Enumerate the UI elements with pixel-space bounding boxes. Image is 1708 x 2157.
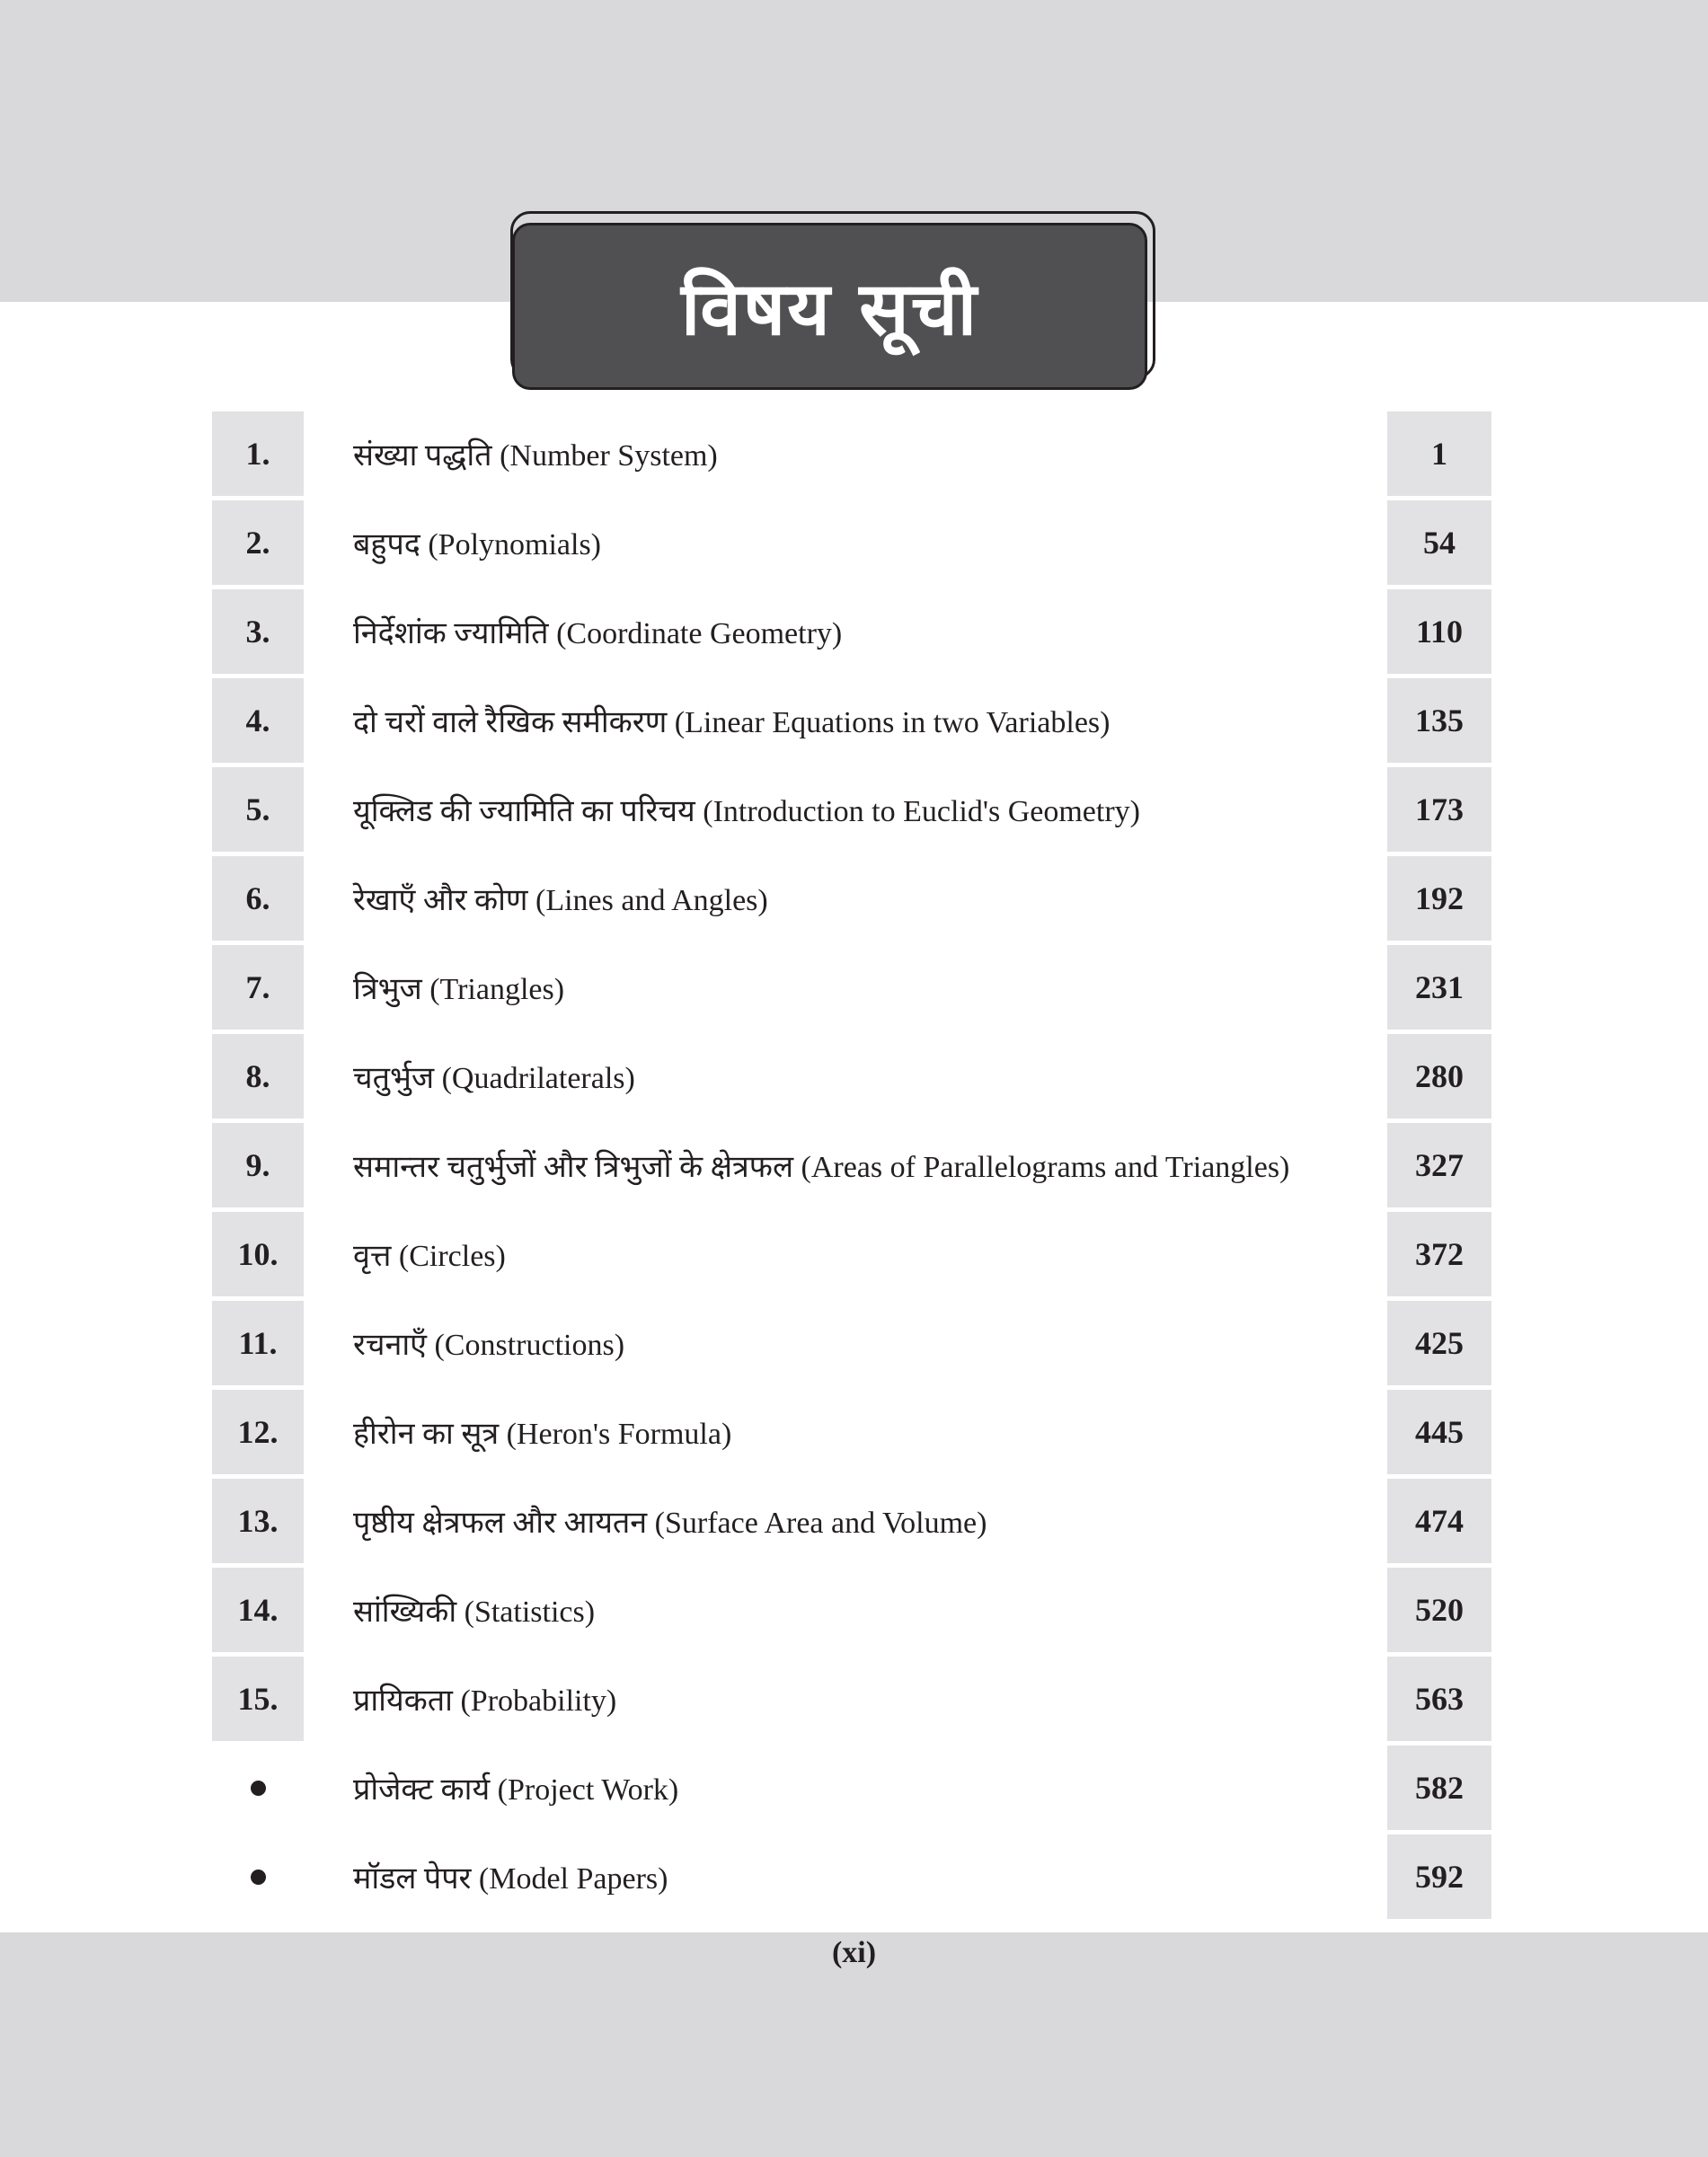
page-number: 520	[1387, 1568, 1491, 1652]
chapter-title: यूक्लिड की ज्यामिति का परिचय (Introduction to Euclid's Geometry)	[353, 795, 1140, 828]
page-number: 1	[1387, 411, 1491, 496]
chapter-title: रचनाएँ (Constructions)	[353, 1329, 625, 1362]
page-number: 474	[1387, 1479, 1491, 1563]
chapter-title: दो चरों वाले रैखिक समीकरण (Linear Equations in two Variables)	[353, 706, 1111, 739]
chapter-title: सांख्यिकी (Statistics)	[353, 1596, 596, 1629]
page-number: 231	[1387, 945, 1491, 1030]
chapter-title: मॉडल पेपर (Model Papers)	[353, 1862, 668, 1896]
toc-row	[212, 411, 1491, 496]
bullet-icon	[251, 1870, 266, 1885]
page-number: 110	[1387, 589, 1491, 674]
toc-row	[212, 1479, 1491, 1563]
toc-row	[212, 1301, 1491, 1385]
chapter-title: संख्या पद्धति (Number System)	[353, 439, 718, 473]
page-number: 192	[1387, 856, 1491, 941]
chapter-title: वृत्त (Circles)	[353, 1240, 506, 1273]
chapter-number: 4.	[212, 678, 304, 763]
toc-row	[212, 945, 1491, 1030]
chapter-title: समान्तर चतुर्भुजों और त्रिभुजों के क्षेत्रफल (Areas of Parallelograms and Triangles)	[353, 1151, 1290, 1184]
page-number: 327	[1387, 1123, 1491, 1207]
page-number: 173	[1387, 767, 1491, 852]
chapter-number: 3.	[212, 589, 304, 674]
page-number: 425	[1387, 1301, 1491, 1385]
toc-row	[212, 767, 1491, 852]
toc-row	[212, 1123, 1491, 1207]
toc-row	[212, 1034, 1491, 1118]
bullet-cell	[212, 1746, 304, 1830]
chapter-title: त्रिभुज (Triangles)	[353, 973, 565, 1006]
table-of-contents	[212, 411, 1491, 1923]
chapter-title: चतुर्भुज (Quadrilaterals)	[353, 1062, 635, 1095]
toc-row	[212, 678, 1491, 763]
chapter-number: 14.	[212, 1568, 304, 1652]
page-number: 135	[1387, 678, 1491, 763]
page-title: विषय सूची	[680, 267, 979, 352]
chapter-title: निर्देशांक ज्यामिति (Coordinate Geometry)	[353, 617, 843, 650]
chapter-number: 10.	[212, 1212, 304, 1296]
toc-row	[212, 1212, 1491, 1296]
page-folio: (xi)	[831, 1936, 877, 1969]
page-number: 582	[1387, 1746, 1491, 1830]
toc-row	[212, 589, 1491, 674]
page-number: 592	[1387, 1834, 1491, 1919]
toc-row	[212, 856, 1491, 941]
toc-row	[212, 500, 1491, 585]
chapter-title: प्रायिकता (Probability)	[353, 1684, 617, 1718]
chapter-number: 13.	[212, 1479, 304, 1563]
chapter-number: 2.	[212, 500, 304, 585]
chapter-number: 11.	[212, 1301, 304, 1385]
page-number: 54	[1387, 500, 1491, 585]
page-number: 445	[1387, 1390, 1491, 1474]
page-number: 280	[1387, 1034, 1491, 1118]
chapter-title: बहुपद (Polynomials)	[353, 528, 601, 561]
toc-row	[212, 1390, 1491, 1474]
bullet-cell	[212, 1834, 304, 1919]
chapter-number: 1.	[212, 411, 304, 496]
bullet-icon	[251, 1781, 266, 1796]
chapter-title: रेखाएँ और कोण (Lines and Angles)	[353, 884, 768, 917]
toc-row	[212, 1834, 1491, 1919]
page-number: 372	[1387, 1212, 1491, 1296]
toc-row	[212, 1657, 1491, 1741]
chapter-title: प्रोजेक्ट कार्य (Project Work)	[353, 1773, 679, 1807]
chapter-number: 8.	[212, 1034, 304, 1118]
toc-row	[212, 1568, 1491, 1652]
chapter-number: 6.	[212, 856, 304, 941]
chapter-number: 15.	[212, 1657, 304, 1741]
toc-row	[212, 1746, 1491, 1830]
chapter-number: 7.	[212, 945, 304, 1030]
chapter-number: 12.	[212, 1390, 304, 1474]
chapter-title: पृष्ठीय क्षेत्रफल और आयतन (Surface Area and Volume)	[353, 1507, 987, 1540]
page-number: 563	[1387, 1657, 1491, 1741]
title-box	[512, 223, 1147, 390]
chapter-title: हीरोन का सूत्र (Heron's Formula)	[353, 1418, 732, 1451]
chapter-number: 5.	[212, 767, 304, 852]
chapter-number: 9.	[212, 1123, 304, 1207]
